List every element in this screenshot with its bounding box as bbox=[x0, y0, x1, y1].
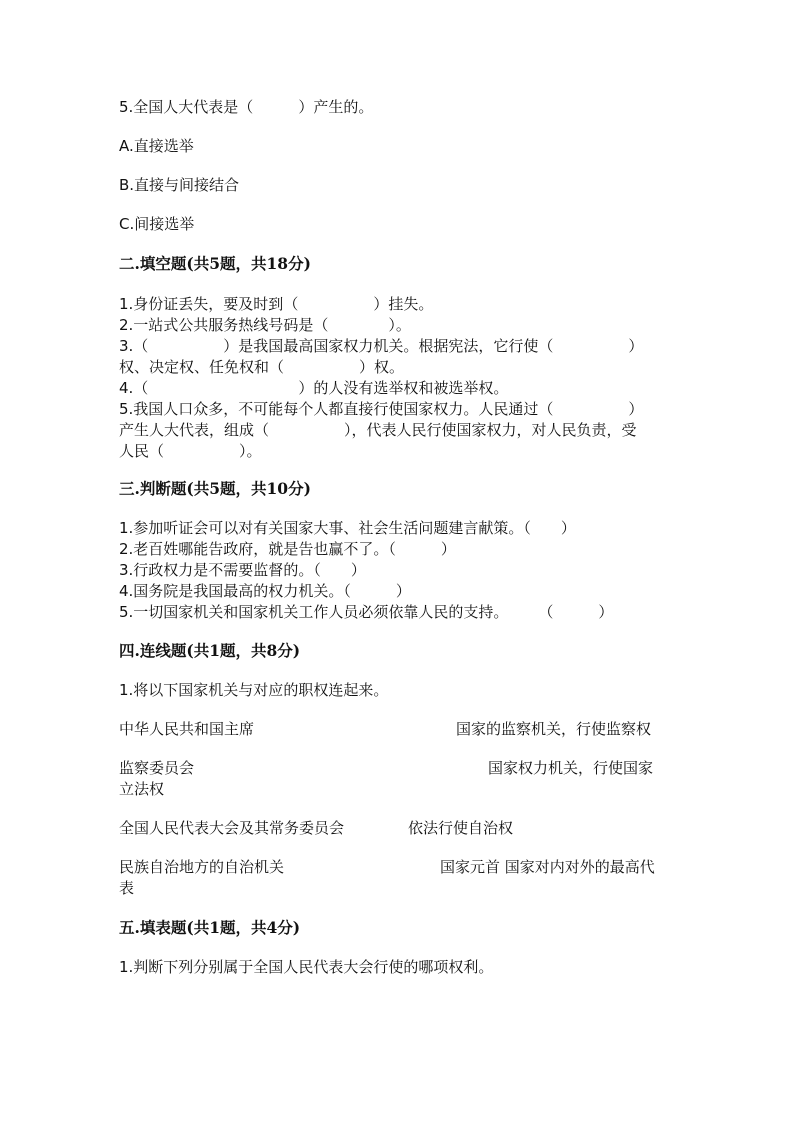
fill-blank-line: 2.一站式公共服务热线号码是（ ）。 bbox=[119, 316, 411, 334]
matching-right-item-continued: 表 bbox=[119, 879, 135, 897]
option-b: B.直接与间接结合 bbox=[119, 176, 240, 194]
section-heading-matching: 四.连线题(共1题，共8分) bbox=[119, 641, 301, 660]
fill-blank-line: 3.（ ）是我国最高国家权力机关。根据宪法，它行使（ ） bbox=[119, 337, 644, 355]
fill-blank-line: 权、决定权、任免权和（ ）权。 bbox=[119, 358, 405, 376]
matching-left-item: 中华人民共和国主席 bbox=[119, 720, 255, 738]
fill-blank-line: 5.我国人口众多，不可能每个人都直接行使国家权力。人民通过（ ） bbox=[119, 400, 644, 418]
true-false-line: 1.参加听证会可以对有关国家大事、社会生活问题建言献策。（ ） bbox=[119, 519, 576, 537]
section-heading-true-false: 三.判断题(共5题，共10分) bbox=[119, 479, 311, 498]
fill-blank-line: 产生人大代表，组成（ ），代表人民行使国家权力，对人民负责，受 bbox=[119, 421, 637, 439]
matching-left-item: 民族自治地方的自治机关 bbox=[119, 858, 285, 876]
matching-right-item: 国家权力机关，行使国家 bbox=[488, 759, 654, 777]
question-5: 5.全国人大代表是（ ）产生的。 bbox=[119, 98, 374, 116]
matching-right-item: 依法行使自治权 bbox=[408, 819, 514, 837]
matching-left-item: 全国人民代表大会及其常务委员会 bbox=[119, 819, 345, 837]
true-false-line: 5.一切国家机关和国家机关工作人员必须依靠人民的支持。 （ ） bbox=[119, 603, 614, 621]
section-heading-fill-blank: 二.填空题(共5题，共18分) bbox=[119, 254, 311, 273]
matching-right-item: 国家的监察机关，行使监察权 bbox=[456, 720, 652, 738]
table-question: 1.判断下列分别属于全国人民代表大会行使的哪项权利。 bbox=[119, 958, 494, 976]
option-a: A.直接选举 bbox=[119, 137, 194, 155]
matching-right-item-continued: 立法权 bbox=[119, 780, 165, 798]
fill-blank-line: 4.（ ）的人没有选举权和被选举权。 bbox=[119, 379, 509, 397]
true-false-line: 2.老百姓哪能告政府，就是告也赢不了。（ ） bbox=[119, 540, 456, 558]
matching-left-item: 监察委员会 bbox=[119, 759, 195, 777]
section-heading-table: 五.填表题(共1题，共4分) bbox=[119, 918, 301, 937]
option-c: C.间接选举 bbox=[119, 215, 195, 233]
fill-blank-line: 人民（ ）。 bbox=[119, 442, 262, 460]
true-false-line: 4.国务院是我国最高的权力机关。（ ） bbox=[119, 582, 411, 600]
matching-question: 1.将以下国家机关与对应的职权连起来。 bbox=[119, 681, 389, 699]
fill-blank-line: 1.身份证丢失，要及时到（ ）挂失。 bbox=[119, 295, 434, 313]
true-false-line: 3.行政权力是不需要监督的。（ ） bbox=[119, 561, 366, 579]
matching-right-item: 国家元首 国家对内对外的最高代 bbox=[440, 858, 655, 876]
